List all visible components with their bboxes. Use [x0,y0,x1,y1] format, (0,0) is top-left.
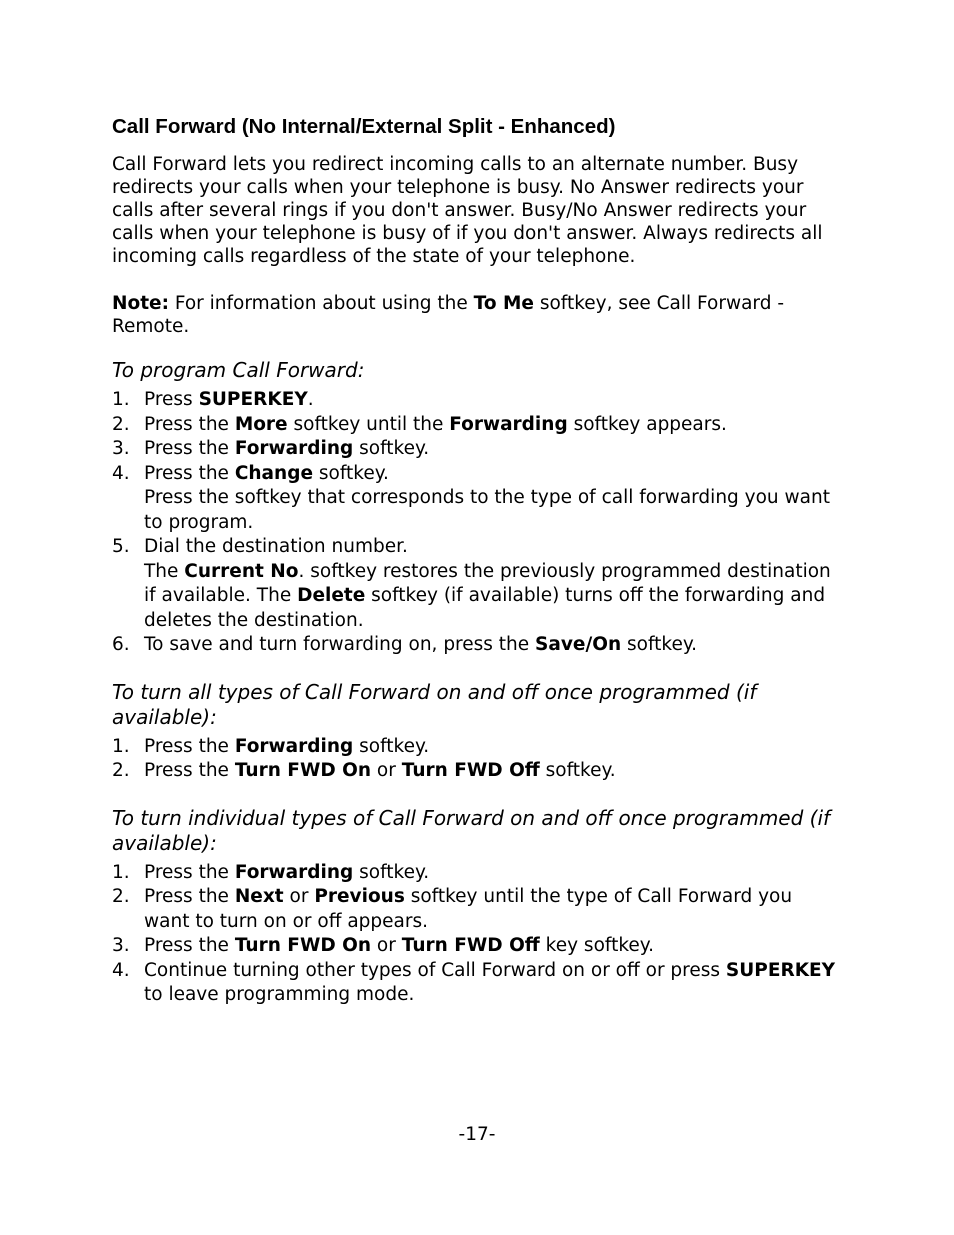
step-text: softkey. [621,634,698,655]
list-item [112,388,842,413]
step-text: . softkey restores the previously programmed destination if available. The [144,560,831,606]
note-paragraph [112,292,842,338]
page-number: -17- [458,1124,496,1145]
step-number: 4. [112,462,130,484]
section-heading: Call Forward (No Internal/External Split - Enhanced) [112,115,616,138]
step-text: To save and turn forwarding on, press the [144,634,536,655]
procedure-list-all-types [112,735,842,784]
step-number: 4. [112,959,130,981]
list-item [112,413,842,438]
intro-paragraph: Call Forward lets you redirect incoming calls to an alternate number. Busy redirects your calls when your telephone is busy. No Answer redirects your calls after several rings if you don't answer. Busy/No Answer redirects your calls when your telephone is busy of if you don't answer. Always redirects all incoming calls regardless of the state of your telephone. [112,154,823,267]
step-key: Previous [314,886,405,907]
step-text: Continue turning other types of Call Forward on or off or press [144,959,726,981]
step-number: 1. [112,389,130,410]
list-item [112,759,842,784]
note-label: Note: [112,293,169,314]
list-item [112,934,842,959]
step-text: or [371,935,402,956]
step-text: Press the [144,735,235,757]
step-number: 3. [112,438,130,459]
step-subtext [144,560,842,634]
step-text: or [371,760,402,781]
list-item [112,462,842,536]
note-text-end: softkey, see Call Forward - Remote. [112,293,785,337]
step-key: Forwarding [234,735,354,757]
step-key: Next [234,886,284,907]
step-text: key softkey. [539,935,654,956]
step-key: Save/On [535,634,622,655]
step-text: to leave programming mode. [144,984,415,1005]
step-text: Dial the destination number. [144,536,408,557]
step-text: Press [144,389,199,410]
step-key: Forwarding [449,413,568,435]
step-key: Turn FWD Off [401,935,540,956]
step-key: SUPERKEY [725,959,836,981]
list-item [112,885,842,934]
step-key: Forwarding [234,861,354,883]
step-text: softkey appears. [567,413,727,435]
note-key: To Me [473,293,534,314]
step-text: Press the [144,760,235,781]
step-number: 1. [112,861,130,883]
procedure-title-individual-types: To turn individual types of Call Forward on and off once programmed (if available): [112,805,831,855]
step-key: Change [234,462,314,484]
step-text: Press the [144,413,235,435]
list-item [112,861,842,886]
step-number: 2. [112,413,130,435]
step-key: More [234,413,288,435]
step-text: Press the [144,462,235,484]
list-item [112,959,842,1008]
note-text: For information about using the [168,293,474,314]
step-number: 5. [112,536,130,557]
procedure-title-all-types: To turn all types of Call Forward on and off once programmed (if available): [112,679,757,729]
step-key: Forwarding [234,438,354,459]
step-text: softkey until the [287,413,450,435]
step-text: Press the [144,886,235,907]
step-number: 3. [112,935,130,956]
document-page [112,113,842,1030]
list-item [112,633,842,658]
step-text: . [307,389,314,410]
step-key: Turn FWD Off [401,760,540,781]
step-text: softkey. [353,438,430,459]
step-text: The [144,560,185,582]
step-key: Delete [297,585,366,606]
step-text: softkey. [353,861,430,883]
step-key: SUPERKEY [198,389,308,410]
step-number: 1. [112,735,130,757]
step-text: softkey until the type of Call Forward you want to turn on or off appears. [144,886,793,932]
step-key: Current No [184,560,299,582]
list-item [112,437,842,462]
step-text: softkey. [313,462,389,484]
list-item [112,535,842,633]
procedure-list-individual-types [112,861,842,1008]
step-text: or [283,886,315,907]
step-text: softkey. [539,760,616,781]
step-number: 6. [112,634,130,655]
step-text: Press the [144,861,235,883]
procedure-list-program [112,388,842,658]
list-item [112,735,842,760]
step-text: softkey (if available) turns off the forwarding and deletes the destination. [144,585,826,631]
step-number: 2. [112,886,130,907]
step-subtext: Press the softkey that corresponds to the type of call forwarding you want to program. [144,487,830,533]
procedure-title-program: To program Call Forward: [112,358,365,382]
step-key: Turn FWD On [234,760,372,781]
step-key: Turn FWD On [234,935,372,956]
step-text: Press the [144,935,235,956]
step-number: 2. [112,760,130,781]
step-text: Press the [144,438,235,459]
step-text: softkey. [353,735,430,757]
